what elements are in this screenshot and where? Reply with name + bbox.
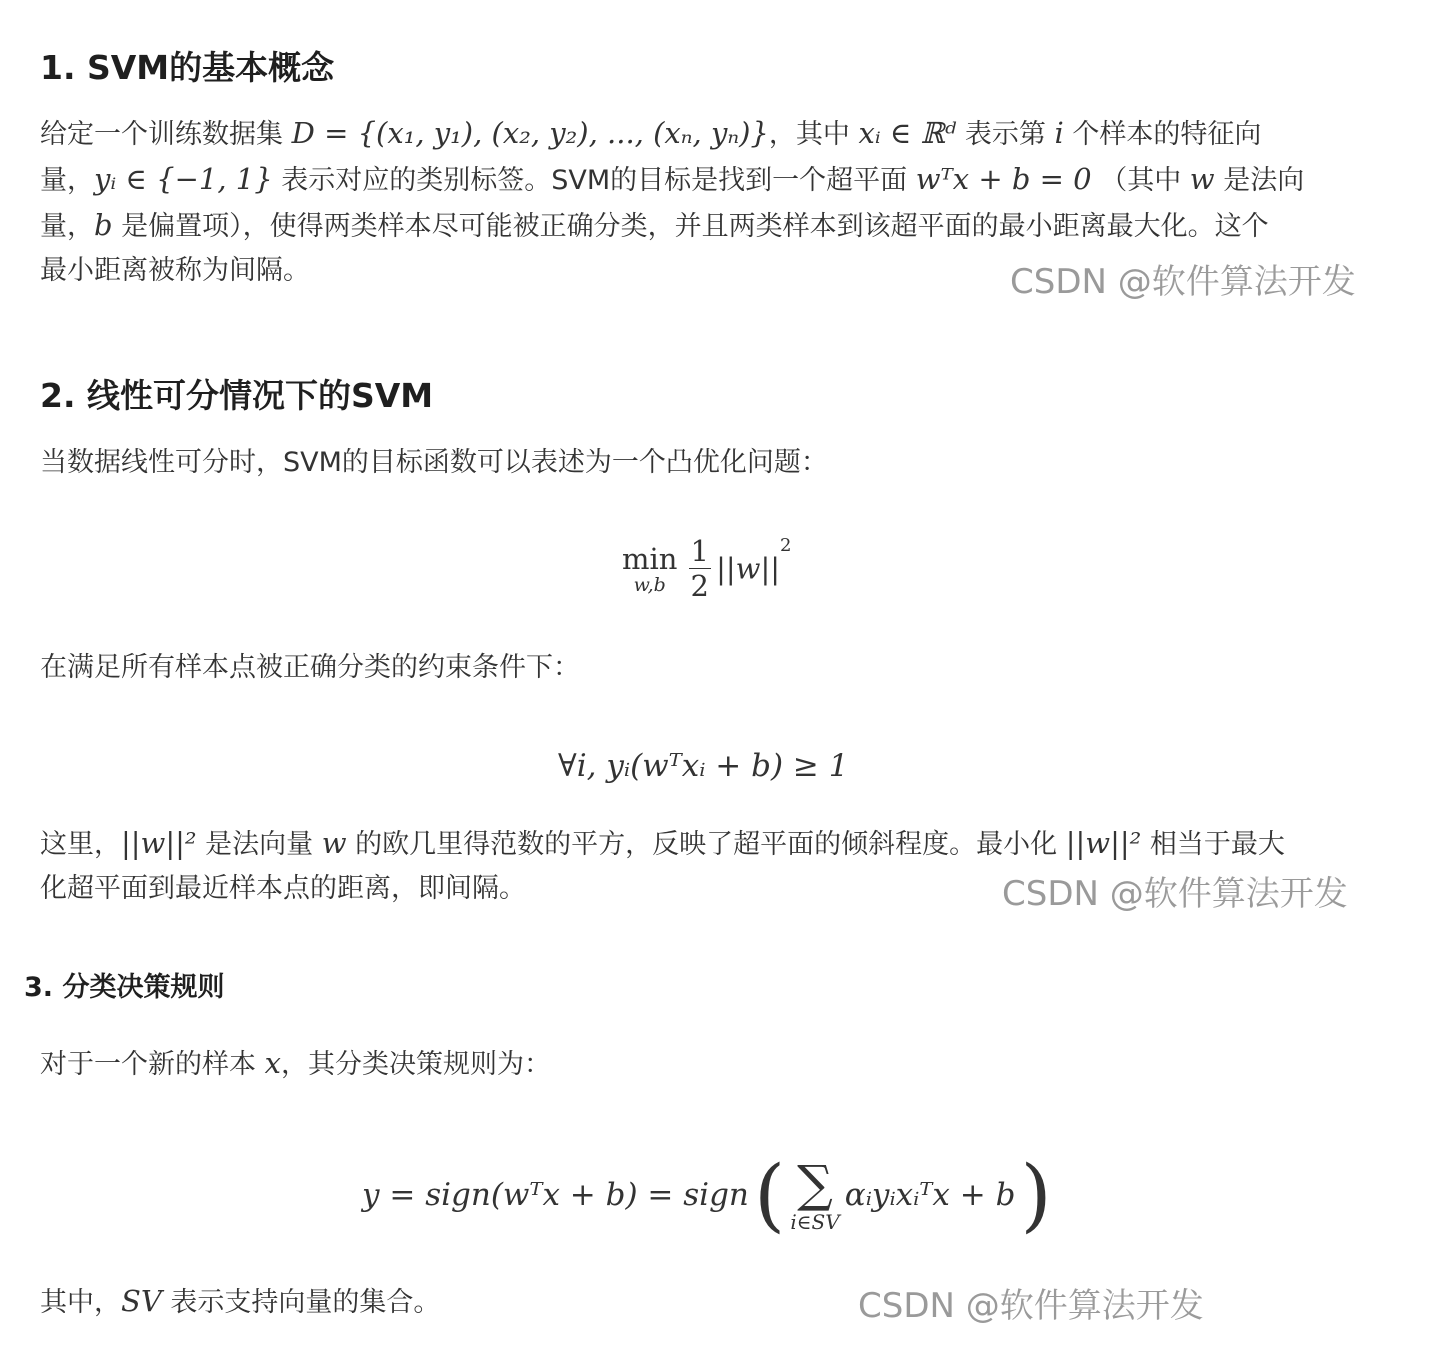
text-segment: ，其中	[768, 119, 850, 150]
section-3-intro	[40, 1040, 551, 1088]
text-segment: 这里，	[40, 829, 121, 860]
watermark: CSDN @软件算法开发	[858, 1286, 1204, 1326]
summation-body: αᵢyᵢxᵢᵀx + b	[844, 1177, 1016, 1213]
section-2-explanation-line-2: 化超平面到最近样本点的距离，即间隔。	[40, 873, 526, 904]
min-operator: min w,b	[622, 541, 678, 596]
section-1-line-2	[40, 156, 1304, 204]
section-1-line-3	[40, 202, 1269, 250]
text-segment: 量，	[40, 211, 94, 242]
constraint-formula: ∀i, yᵢ(wᵀxᵢ + b) ≥ 1	[558, 748, 849, 784]
text-segment: 其中，	[40, 1287, 121, 1318]
text-segment: 对于一个新的样本	[40, 1049, 256, 1080]
text-segment: 是法向	[1223, 165, 1305, 196]
text-segment: ，其分类决策规则为：	[280, 1049, 551, 1080]
constraint-intro: 在满足所有样本点被正确分类的约束条件下：	[40, 652, 580, 683]
math-norm: ||w||²	[121, 826, 197, 860]
text-segment: 相当于最大	[1149, 829, 1285, 860]
text-segment: 是偏置项），使得两类样本尽可能被正确分类，并且两类样本到该超平面的最小距离最大化。这个	[121, 211, 1269, 242]
watermark: CSDN @软件算法开发	[1002, 874, 1348, 914]
math-sv: SV	[121, 1284, 162, 1318]
text-segment: 个样本的特征向	[1072, 119, 1262, 150]
watermark: CSDN @软件算法开发	[1010, 262, 1356, 302]
text-segment: 表示第	[964, 119, 1046, 150]
text-segment: （其中	[1100, 165, 1182, 196]
text-segment: 的欧几里得范数的平方，反映了超平面的倾斜程度。最小化	[355, 829, 1058, 860]
math-label: yᵢ ∈ {−1, 1}	[94, 162, 273, 196]
decision-formula-left: y = sign(wᵀx + b) = sign	[362, 1177, 749, 1213]
math-index: i	[1054, 116, 1064, 150]
norm-w: ||w||	[716, 551, 780, 586]
math-dataset: D = {(x₁, y₁), (x₂, y₂), ..., (xₙ, yₙ)}	[291, 116, 769, 150]
math-x: x	[264, 1046, 281, 1080]
text-segment: 给定一个训练数据集	[40, 119, 283, 150]
math-hyperplane: wᵀx + b = 0	[915, 162, 1092, 196]
objective-formula	[622, 534, 791, 603]
text-segment: 量，	[40, 165, 94, 196]
section-3-note	[40, 1278, 440, 1326]
section-2-explanation-line-1	[40, 820, 1285, 868]
text-segment: 表示对应的类别标签。SVM的目标是找到一个超平面	[281, 165, 908, 196]
math-b: b	[94, 208, 113, 242]
math-norm: ||w||²	[1065, 826, 1142, 860]
text-segment: 是法向量	[205, 829, 314, 860]
math-w: w	[1189, 162, 1215, 196]
right-paren: )	[1020, 1148, 1052, 1241]
section-2-intro: 当数据线性可分时，SVM的目标函数可以表述为一个凸优化问题：	[40, 447, 828, 478]
section-1-line-4: 最小距离被称为间隔。	[40, 255, 310, 286]
math-feature: xᵢ ∈ ℝᵈ	[858, 116, 957, 150]
decision-formula	[362, 1140, 1052, 1250]
summation: ∑ i∈SV	[790, 1155, 840, 1234]
section-3-heading: 3. 分类决策规则	[24, 972, 225, 1003]
text-segment: 表示支持向量的集合。	[170, 1287, 441, 1318]
norm-exponent: 2	[780, 535, 792, 556]
section-1-line-1	[40, 110, 1261, 158]
fraction-half: $\frac{1}{2}$	[690, 534, 709, 603]
left-paren: (	[754, 1148, 786, 1241]
section-1-heading: 1. SVM的基本概念	[40, 48, 335, 87]
section-2-heading: 2. 线性可分情况下的SVM	[40, 376, 434, 415]
math-w: w	[321, 826, 347, 860]
